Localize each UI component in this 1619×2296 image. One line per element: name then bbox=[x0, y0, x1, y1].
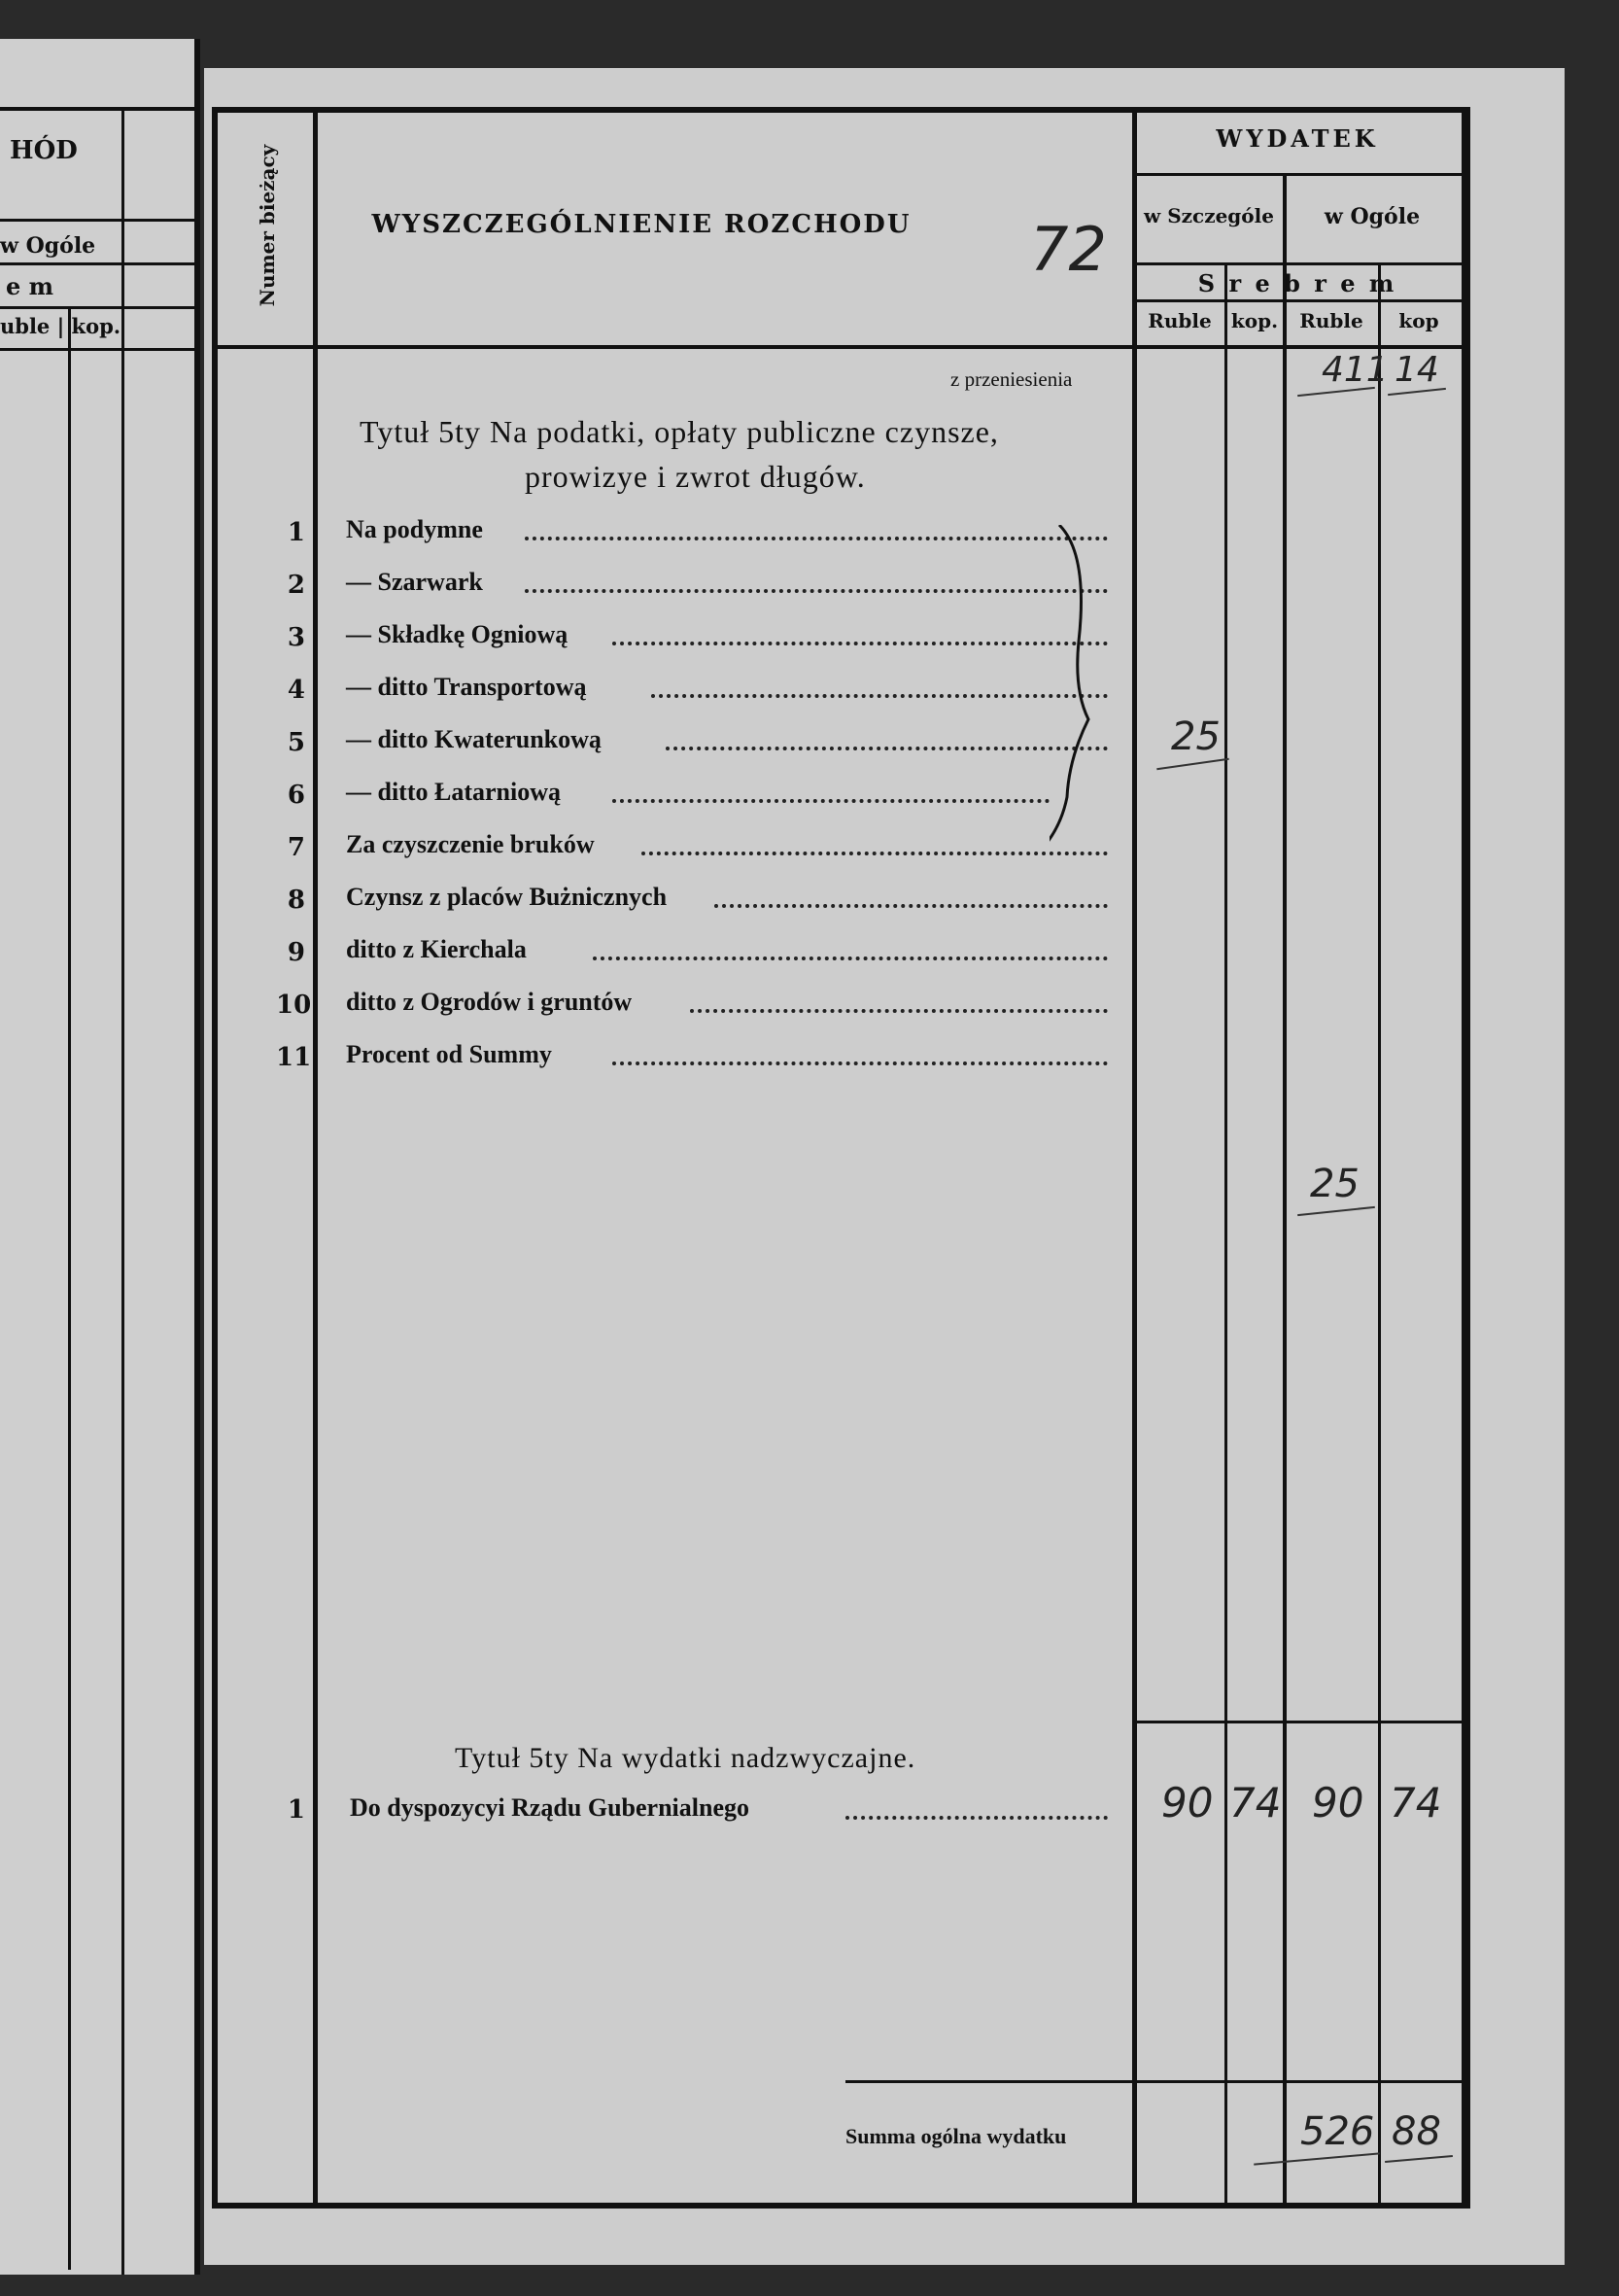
section1-subtotal: 25 bbox=[1310, 1162, 1360, 1206]
ruble-header-ogole: Ruble bbox=[1299, 309, 1363, 332]
section2-ogole-ruble: 90 bbox=[1312, 1779, 1364, 1826]
item-number: 1 bbox=[287, 518, 305, 547]
carry-over-label: z przeniesienia bbox=[950, 367, 1073, 391]
total-ruble: 526 bbox=[1300, 2109, 1375, 2154]
strip-ruble-kop: uble | kop. bbox=[0, 314, 121, 338]
col-divider-szczegole-kop bbox=[1224, 262, 1227, 2203]
section2-rule bbox=[1135, 1721, 1462, 1723]
ledger-page bbox=[204, 68, 1565, 2265]
item-label: ditto z Ogrodów i gruntów bbox=[346, 988, 633, 1016]
dot-leader bbox=[651, 690, 1108, 698]
dot-leader bbox=[612, 1058, 1108, 1065]
dot-leader bbox=[845, 1812, 1108, 1820]
numer-biezacy-header: Numer bieżący bbox=[256, 144, 279, 307]
strip-header-fragment: HÓD bbox=[10, 136, 78, 165]
srebrem-header: S r e b r e m bbox=[1197, 269, 1397, 297]
total-kop: 88 bbox=[1392, 2109, 1441, 2154]
strip-col-1 bbox=[68, 306, 71, 2270]
carry-over-kop: 14 bbox=[1395, 350, 1439, 390]
dot-leader bbox=[666, 743, 1108, 750]
section2-ogole-kop: 74 bbox=[1390, 1779, 1442, 1826]
dot-leader bbox=[525, 585, 1108, 593]
bracket-curve bbox=[1050, 525, 1147, 875]
item-number: 4 bbox=[287, 676, 305, 705]
item-label: — ditto Transportową bbox=[346, 673, 587, 701]
strip-rule-5 bbox=[0, 348, 194, 351]
dot-leader bbox=[612, 638, 1108, 645]
bracket-amount: 25 bbox=[1171, 714, 1221, 759]
header-bottom-rule bbox=[212, 345, 1465, 349]
item-label: ditto z Kierchala bbox=[346, 935, 527, 963]
item-number: 2 bbox=[287, 571, 305, 600]
header-rule-units bbox=[1135, 299, 1462, 302]
item-number: 6 bbox=[287, 781, 305, 810]
strip-rule-4 bbox=[0, 306, 194, 309]
strip-rule-3 bbox=[0, 262, 194, 265]
item-label: — ditto Kwaterunkową bbox=[346, 725, 602, 753]
header-rule-srebrem bbox=[1135, 262, 1462, 265]
item-number: 5 bbox=[287, 728, 305, 757]
section2-title: Tytuł 5ty Na wydatki nadzwyczajne. bbox=[455, 1742, 916, 1774]
item-label: Na podymne bbox=[346, 515, 483, 543]
total-label: Summa ogólna wydatku bbox=[845, 2124, 1067, 2148]
dot-leader bbox=[690, 1005, 1108, 1013]
item-label: Za czyszczenie bruków bbox=[346, 830, 595, 858]
carry-over-ruble: 411 bbox=[1322, 350, 1389, 390]
dot-leader bbox=[612, 795, 1050, 803]
strip-col-2 bbox=[121, 107, 124, 2275]
item-number: 1 bbox=[287, 1795, 305, 1825]
item-label: — Szarwark bbox=[346, 568, 483, 596]
strip-w-ogole: w Ogóle bbox=[0, 233, 96, 259]
item-number: 8 bbox=[287, 886, 305, 915]
strip-rule-2 bbox=[0, 219, 194, 222]
item-label: Do dyspozycyi Rządu Gubernialnego bbox=[350, 1793, 749, 1822]
dot-leader bbox=[714, 900, 1108, 908]
item-number: 10 bbox=[276, 991, 312, 1020]
section1-title-line1: Tytuł 5ty Na podatki, opłaty publiczne czynsze, bbox=[360, 414, 999, 449]
item-label: Czynsz z placów Bużnicznych bbox=[346, 883, 668, 911]
w-ogole-header: w Ogóle bbox=[1324, 204, 1421, 229]
section1-title-line2: prowizye i zwrot długów. bbox=[525, 459, 866, 494]
total-rule bbox=[845, 2080, 1462, 2083]
wydatek-header: WYDATEK bbox=[1216, 124, 1379, 153]
col-divider-description bbox=[1132, 113, 1137, 2203]
section2-szczegole-ruble: 90 bbox=[1161, 1779, 1214, 1826]
section2-szczegole-kop: 74 bbox=[1229, 1779, 1282, 1826]
item-number: 9 bbox=[287, 938, 305, 967]
item-number: 11 bbox=[276, 1043, 312, 1072]
page-number: 72 bbox=[1030, 214, 1107, 285]
item-label: — Składkę Ogniową bbox=[346, 620, 568, 648]
left-page-strip bbox=[0, 39, 200, 2275]
w-szczegole-header: w Szczególe bbox=[1144, 204, 1274, 227]
item-number: 7 bbox=[287, 833, 305, 862]
strip-em: e m bbox=[6, 272, 54, 300]
dot-leader bbox=[525, 533, 1108, 540]
kop-header-szczegole: kop. bbox=[1230, 309, 1279, 332]
strip-rule-top bbox=[0, 107, 194, 111]
item-label: — ditto Łatarniową bbox=[346, 778, 561, 806]
col-divider-szczegole-ogole bbox=[1283, 175, 1287, 2203]
page-title: WYSZCZEGÓLNIENIE ROZCHODU bbox=[371, 210, 912, 239]
kop-header-ogole: kop bbox=[1398, 309, 1439, 332]
dot-leader bbox=[641, 848, 1108, 855]
item-number: 3 bbox=[287, 623, 305, 652]
ruble-header-szczegole: Ruble bbox=[1148, 309, 1212, 332]
item-label: Procent od Summy bbox=[346, 1040, 552, 1068]
col-divider-ogole-kop bbox=[1378, 262, 1381, 2203]
total-left-rule bbox=[1132, 2080, 1137, 2203]
col-divider-number bbox=[313, 113, 318, 2203]
dot-leader bbox=[593, 953, 1108, 960]
header-rule-wydatek bbox=[1135, 173, 1462, 176]
